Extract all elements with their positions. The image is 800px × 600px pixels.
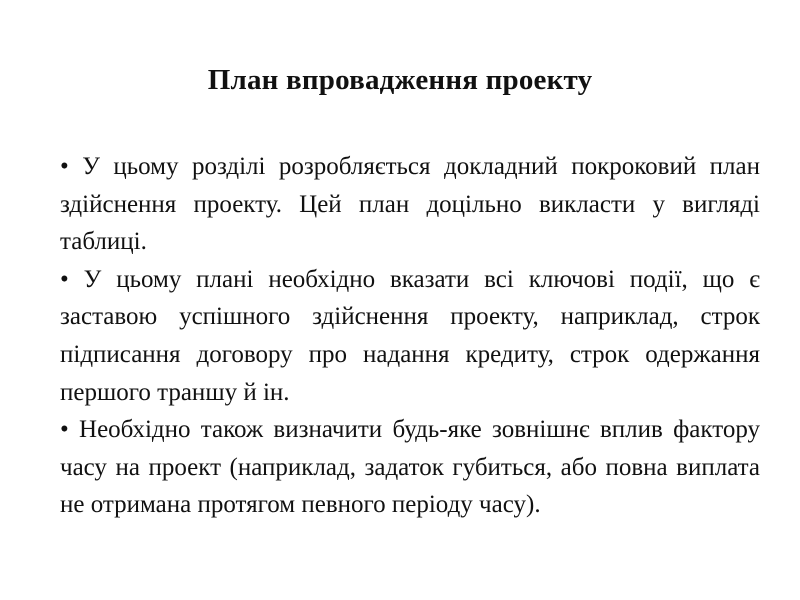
- slide-body: [60, 148, 760, 524]
- bullet-paragraph-1: • У цьому розділі розробляється докладний покроковий план здійснення проекту. Цей план доцільно викласти у вигляді таблиці.: [60, 153, 760, 256]
- slide-title: План впровадження проекту: [207, 64, 593, 96]
- bullet-paragraph-2: • У цьому плані необхідно вказати всі ключові події, що є заставою успішного здійснення проекту, наприклад, строк підписання договору про надання кредиту, строк одержання першого траншу й ін.: [60, 265, 760, 406]
- bullet-paragraph-3: • Необхідно також визначити будь-яке зовнішнє вплив фактору часу на проект (наприклад, задаток губиться, або повна виплата не отримана протягом певного періоду часу).: [60, 416, 760, 519]
